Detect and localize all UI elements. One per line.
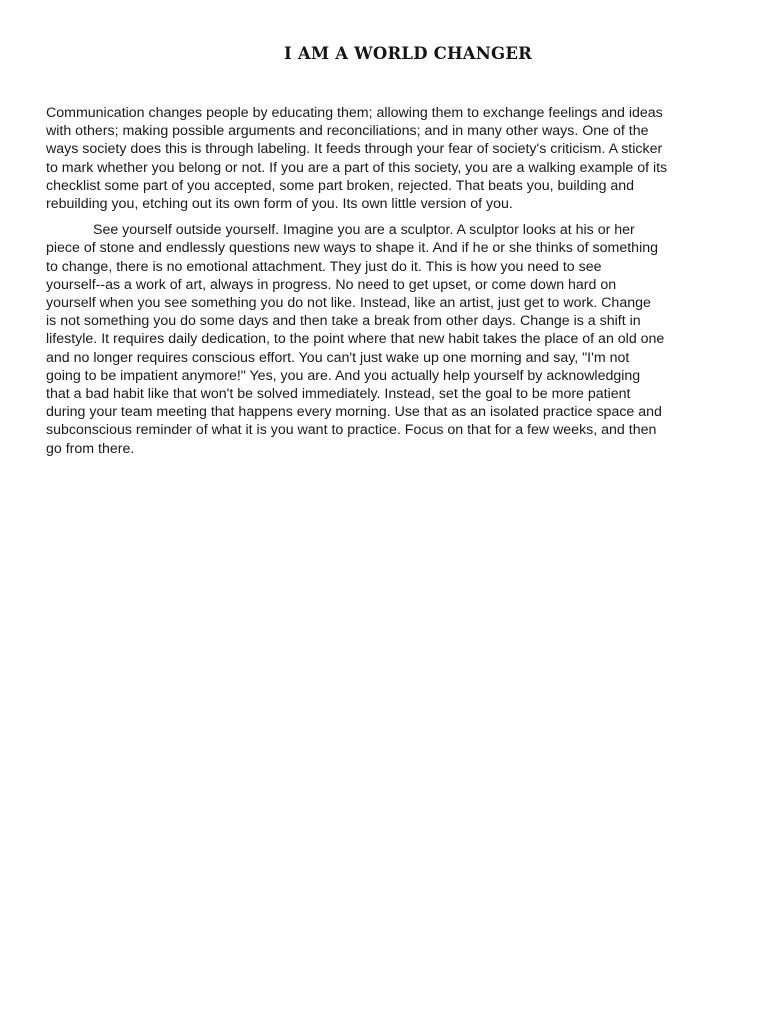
paragraph-line: to mark whether you belong or not. If you are a part of this society, you are a walking example of its	[46, 159, 668, 176]
paragraph-line: with others; making possible arguments and reconciliations; and in many other ways. One of the	[46, 123, 649, 140]
paragraph-line: rebuilding you, etching out its own form of you. Its own little version of you.	[46, 196, 513, 213]
paragraph-line: yourself when you see something you do not like. Instead, like an artist, just get to work. Change	[46, 295, 651, 312]
paragraph-line: ways society does this is through labeling. It feeds through your fear of society's criticism. A sticker	[46, 141, 663, 158]
paragraph-line: going to be impatient anymore!" Yes, you are. And you actually help yourself by acknowledging	[46, 367, 641, 384]
paragraph-line: Communication changes people by educating them; allowing them to exchange feelings and ideas	[46, 105, 663, 121]
paragraph-line: is not something you do some days and then take a break from other days. Change is a shift in	[46, 313, 641, 330]
paragraph-line: checklist some part of you accepted, some part broken, rejected. That beats you, building and	[46, 177, 635, 194]
paragraph-line: to change, there is no emotional attachment. They just do it. This is how you need to see	[46, 258, 602, 275]
paragraph-line: subconscious reminder of what it is you want to practice. Focus on that for a few weeks, and then	[46, 422, 657, 439]
paragraph-1	[46, 104, 726, 213]
document-title: I AM A WORLD CHANGER	[283, 44, 533, 63]
paragraph-line: lifestyle. It requires daily dedication, to the point where that new habit takes the place of an old one	[46, 331, 665, 348]
paragraph-line: piece of stone and endlessly questions new ways to shape it. And if he or she thinks of something	[46, 240, 659, 257]
paragraph-2	[46, 221, 726, 458]
paragraph-line: go from there.	[46, 440, 135, 457]
paragraph-line: and no longer requires conscious effort. You can't just wake up one morning and say, "I'm not	[46, 349, 630, 366]
document-body	[46, 104, 726, 458]
paragraph-line: that a bad habit like that won't be solved immediately. Instead, set the goal to be more patient	[46, 386, 631, 403]
paragraph-line: during your team meeting that happens every morning. Use that as an isolated practice space and	[46, 404, 662, 421]
paragraph-line: See yourself outside yourself. Imagine you are a sculptor. A sculptor looks at his or her	[93, 222, 635, 239]
paragraph-line: yourself--as a work of art, always in progress. No need to get upset, or come down hard on	[46, 276, 617, 293]
